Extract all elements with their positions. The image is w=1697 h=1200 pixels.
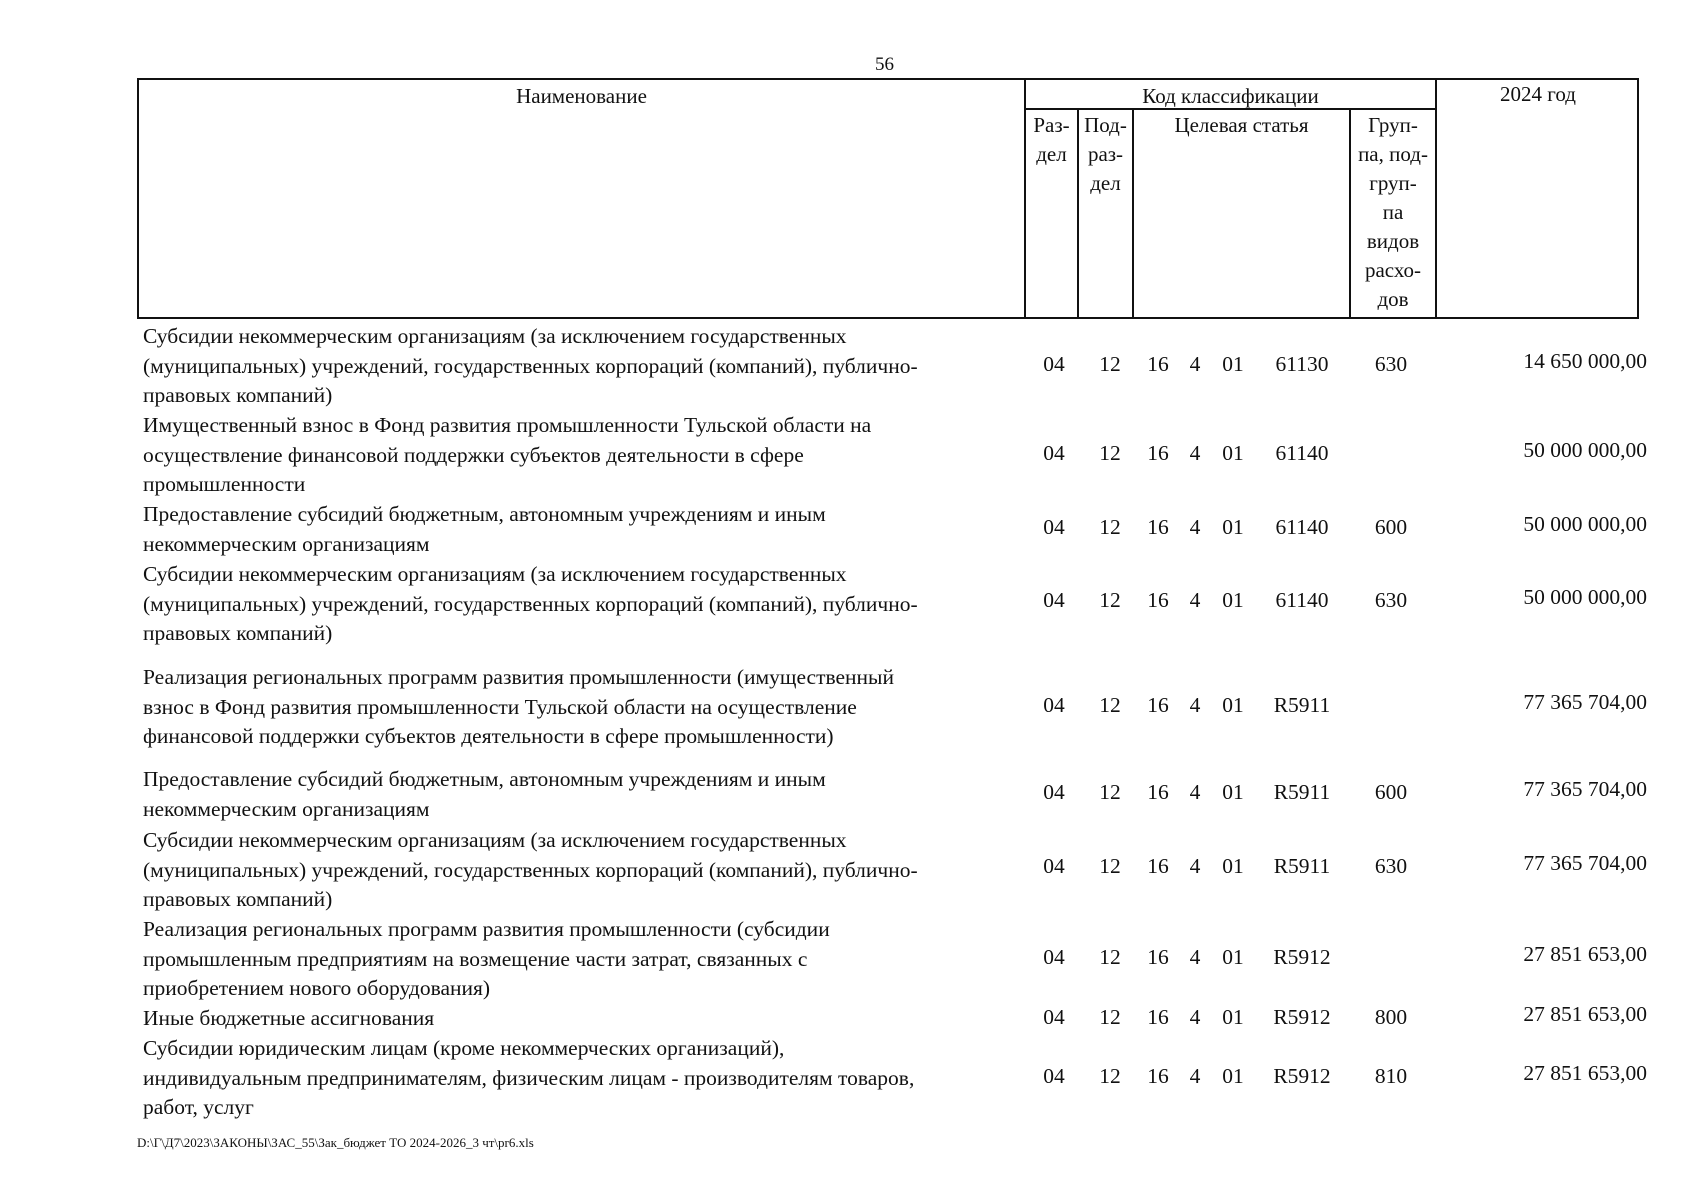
amount-2024: 77 365 704,00 — [1523, 690, 1647, 714]
code-article-type: 4 — [1189, 1064, 1201, 1088]
code-subsection: 12 — [1099, 588, 1121, 612]
header-name: Наименование — [516, 84, 647, 108]
amount-2024: 77 365 704,00 — [1523, 777, 1647, 801]
code-article-type: 4 — [1189, 515, 1201, 539]
table-row — [137, 1034, 1647, 1123]
code-expense-group: 630 — [1374, 588, 1408, 612]
code-article-program: 16 — [1147, 780, 1169, 804]
code-section: 04 — [1043, 352, 1065, 376]
code-article-subprogram: 01 — [1222, 1005, 1244, 1029]
code-article-subprogram: 01 — [1222, 854, 1244, 878]
code-article-subprogram: 01 — [1222, 441, 1244, 465]
header-year: 2024 год — [1500, 82, 1576, 106]
code-section: 04 — [1043, 1005, 1065, 1029]
code-section: 04 — [1043, 1064, 1065, 1088]
code-article-direction: 61140 — [1275, 588, 1329, 612]
code-article-direction: R5911 — [1273, 854, 1331, 878]
table-row — [137, 322, 1647, 411]
code-article-type: 4 — [1189, 441, 1201, 465]
code-article-program: 16 — [1147, 945, 1169, 969]
row-name: Имущественный взнос в Фонд развития промышленности Тульской области на осуществление финансовой поддержки субъектов деятельности в сфере промышленности — [143, 413, 872, 496]
code-article-subprogram: 01 — [1222, 693, 1244, 717]
row-name: Субсидии некоммерческим организациям (за исключением государственных (муниципальных) учреждений, государственных корпораций (компаний), публично- правовых компаний) — [143, 828, 918, 911]
code-subsection: 12 — [1099, 1064, 1121, 1088]
header-section: Раз- дел — [1033, 113, 1070, 166]
code-section: 04 — [1043, 693, 1065, 717]
code-article-subprogram: 01 — [1222, 352, 1244, 376]
code-article-program: 16 — [1147, 854, 1169, 878]
row-name: Реализация региональных программ развития промышленности (имущественный взнос в Фонд развития промышленности Тульской области на осуществление финансовой поддержки субъектов деятельности в сфере промышленности) — [143, 665, 894, 748]
code-article-subprogram: 01 — [1222, 945, 1244, 969]
code-subsection: 12 — [1099, 441, 1121, 465]
code-expense-group: 810 — [1374, 1064, 1408, 1088]
table-row — [137, 500, 1647, 560]
code-subsection: 12 — [1099, 780, 1121, 804]
code-section: 04 — [1043, 945, 1065, 969]
code-article-type: 4 — [1189, 588, 1201, 612]
code-article-program: 16 — [1147, 588, 1169, 612]
code-expense-group: 630 — [1374, 854, 1408, 878]
code-article-type: 4 — [1189, 693, 1201, 717]
code-article-subprogram: 01 — [1222, 515, 1244, 539]
code-section: 04 — [1043, 588, 1065, 612]
code-article-direction: R5911 — [1273, 693, 1331, 717]
file-path-footer: D:\Г\Д7\2023\ЗАКОНЫ\ЗАС_55\Зак_бюджет ТО 2024-2026_3 чт\pr6.xls — [137, 1135, 534, 1150]
table-row — [137, 765, 1647, 826]
divider — [1132, 110, 1134, 319]
header-subsection: Под- раз- дел — [1084, 113, 1127, 195]
code-section: 04 — [1043, 780, 1065, 804]
table-row — [137, 826, 1647, 915]
code-subsection: 12 — [1099, 945, 1121, 969]
code-article-type: 4 — [1189, 1005, 1201, 1029]
row-name: Субсидии некоммерческим организациям (за исключением государственных (муниципальных) учреждений, государственных корпораций (компаний), публично- правовых компаний) — [143, 324, 918, 407]
header-expense-group: Груп- па, под- груп- па видов расхо- дов — [1358, 113, 1428, 311]
table-row — [137, 560, 1647, 663]
row-name: Иные бюджетные ассигнования — [143, 1006, 435, 1030]
code-subsection: 12 — [1099, 1005, 1121, 1029]
code-article-type: 4 — [1189, 780, 1201, 804]
code-expense-group: 600 — [1374, 780, 1408, 804]
code-article-subprogram: 01 — [1222, 780, 1244, 804]
header-target-article: Целевая статья — [1174, 113, 1309, 137]
row-name: Предоставление субсидий бюджетным, автономным учреждениям и иным некоммерческим организациям — [143, 767, 826, 821]
header-classification-code: Код классификации — [1142, 84, 1319, 108]
row-name: Субсидии некоммерческим организациям (за исключением государственных (муниципальных) учреждений, государственных корпораций (компаний), публично- правовых компаний) — [143, 562, 918, 645]
table-header — [137, 78, 1639, 319]
code-subsection: 12 — [1099, 693, 1121, 717]
code-section: 04 — [1043, 515, 1065, 539]
code-article-program: 16 — [1147, 515, 1169, 539]
divider — [1435, 80, 1437, 319]
code-article-type: 4 — [1189, 352, 1201, 376]
table-body — [137, 322, 1647, 1123]
code-article-direction: 61140 — [1275, 441, 1329, 465]
code-subsection: 12 — [1099, 854, 1121, 878]
code-article-direction: R5912 — [1273, 1005, 1331, 1029]
code-article-type: 4 — [1189, 945, 1201, 969]
code-article-program: 16 — [1147, 352, 1169, 376]
code-article-direction: 61130 — [1275, 352, 1329, 376]
code-section: 04 — [1043, 441, 1065, 465]
code-section: 04 — [1043, 854, 1065, 878]
amount-2024: 50 000 000,00 — [1523, 585, 1647, 609]
table-row — [137, 1004, 1647, 1034]
amount-2024: 27 851 653,00 — [1523, 1002, 1647, 1026]
amount-2024: 50 000 000,00 — [1523, 512, 1647, 536]
row-name: Реализация региональных программ развития промышленности (субсидии промышленным предприятиям на возмещение части затрат, связанных с приобретением нового оборудования) — [143, 917, 830, 1000]
code-article-direction: R5912 — [1273, 945, 1331, 969]
table-row — [137, 915, 1647, 1004]
code-expense-group: 600 — [1374, 515, 1408, 539]
table-row — [137, 663, 1647, 765]
amount-2024: 50 000 000,00 — [1523, 438, 1647, 462]
row-name: Субсидии юридическим лицам (кроме некоммерческих организаций), индивидуальным предпринимателям, физическим лицам - производителям товаров, работ, услуг — [143, 1036, 915, 1119]
code-subsection: 12 — [1099, 515, 1121, 539]
amount-2024: 27 851 653,00 — [1523, 942, 1647, 966]
amount-2024: 77 365 704,00 — [1523, 851, 1647, 875]
code-article-direction: 61140 — [1275, 515, 1329, 539]
code-article-type: 4 — [1189, 854, 1201, 878]
code-article-program: 16 — [1147, 1005, 1169, 1029]
code-article-subprogram: 01 — [1222, 1064, 1244, 1088]
row-name: Предоставление субсидий бюджетным, автономным учреждениям и иным некоммерческим организациям — [143, 502, 826, 556]
code-article-subprogram: 01 — [1222, 588, 1244, 612]
amount-2024: 14 650 000,00 — [1523, 349, 1647, 373]
code-expense-group: 800 — [1374, 1005, 1408, 1029]
code-article-program: 16 — [1147, 693, 1169, 717]
code-article-program: 16 — [1147, 441, 1169, 465]
table-row — [137, 411, 1647, 500]
page-number: 56 — [875, 54, 894, 75]
code-article-direction: R5912 — [1273, 1064, 1331, 1088]
code-subsection: 12 — [1099, 352, 1121, 376]
code-article-direction: R5911 — [1273, 780, 1331, 804]
code-article-program: 16 — [1147, 1064, 1169, 1088]
amount-2024: 27 851 653,00 — [1523, 1061, 1647, 1085]
code-expense-group: 630 — [1374, 352, 1408, 376]
